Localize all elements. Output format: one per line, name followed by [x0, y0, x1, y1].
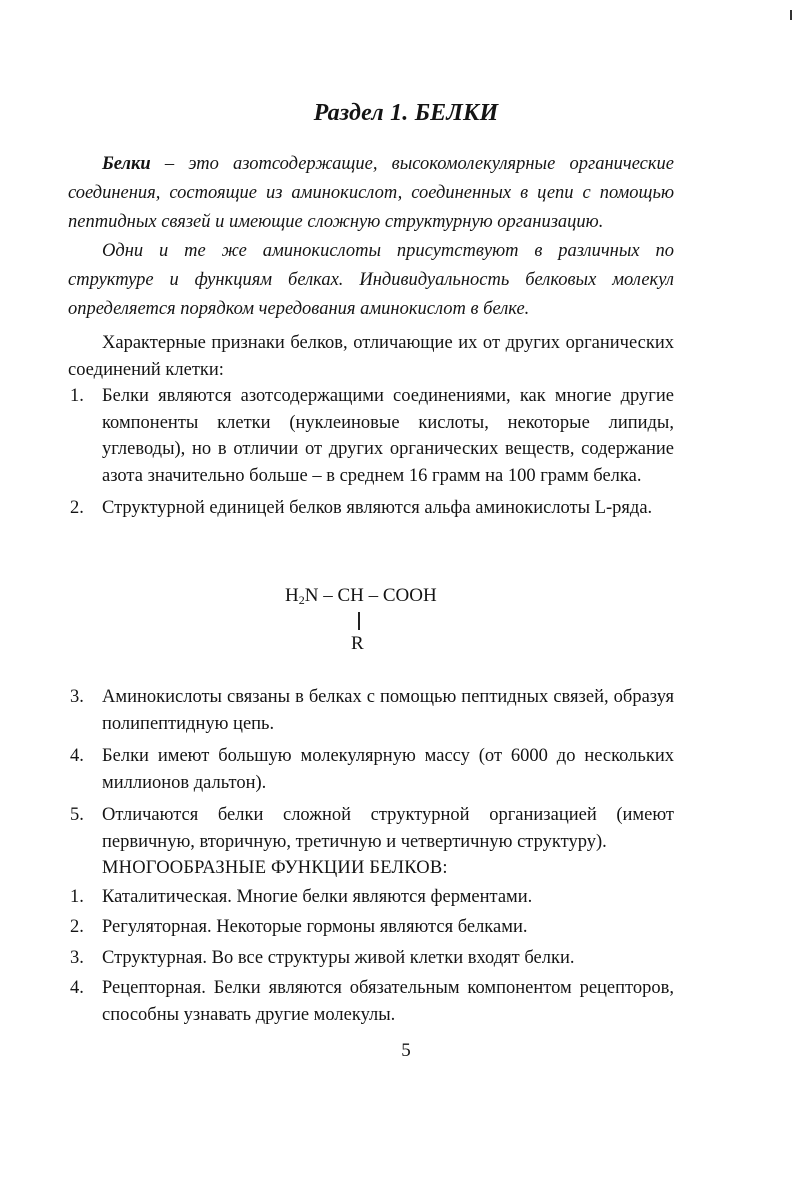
- formula-bond-line: [358, 612, 360, 630]
- item-text: Белки имеют большую молекулярную массу (от 6000 до нескольких миллионов дальтон).: [102, 746, 674, 793]
- formula-h: H: [285, 585, 299, 606]
- features-lead: Характерные признаки белков, отличающие их от других органических соединений клетки:: [68, 333, 674, 380]
- scan-corner-mark: [790, 10, 798, 20]
- formula-r-group: R: [351, 633, 364, 654]
- functions-block: [68, 855, 674, 1032]
- list-item: [68, 802, 674, 855]
- item-number: 4.: [70, 746, 84, 766]
- formula-subscript: 2: [298, 593, 305, 607]
- item-text: Аминокислоты связаны в белках с помощью пептидных связей, образуя полипептидную цепь.: [102, 687, 674, 734]
- item-text: Регуляторная. Некоторые гормоны являются белками.: [102, 917, 528, 937]
- item-number: 3.: [70, 947, 84, 968]
- features-list-continued: [68, 684, 674, 855]
- list-item: [68, 743, 674, 796]
- item-number: 2.: [70, 498, 84, 518]
- item-number: 3.: [70, 687, 84, 707]
- amino-acid-formula: [285, 585, 465, 660]
- intro-definition: – это азотсодержащие, высокомолекулярные органические соединения, состоящие из аминокислот, соединенных в цепи с помощью пептидных связей и имеющие сложную структурную организацию.: [68, 154, 674, 232]
- list-item: [68, 914, 674, 941]
- list-item: [68, 884, 674, 911]
- item-text: Рецепторная. Белки являются обязательным компонентом рецепторов, способны узнавать другие молекулы.: [102, 978, 674, 1025]
- features-block: [68, 330, 674, 528]
- item-number: 2.: [70, 917, 84, 937]
- item-number: 1.: [70, 886, 84, 907]
- functions-heading: МНОГООБРАЗНЫЕ ФУНКЦИИ БЕЛКОВ:: [102, 858, 448, 878]
- intro-paragraph-2: Одни и те же аминокислоты присутствуют в различных по структуре и функциям белках. Индивидуальность белковых молекул определяется порядком чередования аминокислот в белке.: [68, 241, 674, 319]
- section-title: Раздел 1. БЕЛКИ: [313, 100, 499, 126]
- features-list: [68, 383, 674, 522]
- intro-paragraph-1: [68, 150, 674, 237]
- item-text: Отличаются белки сложной структурной организацией (имеют первичную, вторичную, третичную и четвертичную структуру).: [102, 805, 674, 852]
- list-item: [68, 945, 674, 972]
- item-text: Белки являются азотсодержащими соединениями, как многие другие компоненты клетки (нуклеиновые кислоты, некоторые липиды, углеводы), но в отличии от других органических веществ, содержание азота значительно больше – в среднем 16 грамм на 100 грамм белка.: [102, 386, 674, 486]
- item-number: 5.: [70, 805, 84, 825]
- item-text: Структурная. Во все структуры живой клетки входят белки.: [102, 947, 575, 968]
- functions-list: [68, 884, 674, 1029]
- item-number: 4.: [70, 978, 84, 998]
- intro-term: Белки: [102, 154, 151, 174]
- features-block-continued: [68, 684, 674, 861]
- list-item: [68, 684, 674, 737]
- list-item: [68, 975, 674, 1028]
- list-item: [68, 383, 674, 489]
- list-item: [68, 495, 674, 522]
- intro-block: [68, 150, 674, 324]
- formula-rest: N – CH – COOH: [304, 585, 437, 606]
- page-number: 5: [401, 1040, 411, 1061]
- formula-main-line: [285, 585, 437, 608]
- item-text: Структурной единицей белков являются альфа аминокислоты L-ряда.: [102, 498, 653, 518]
- item-number: 1.: [70, 386, 84, 406]
- item-text: Каталитическая. Многие белки являются ферментами.: [102, 886, 533, 907]
